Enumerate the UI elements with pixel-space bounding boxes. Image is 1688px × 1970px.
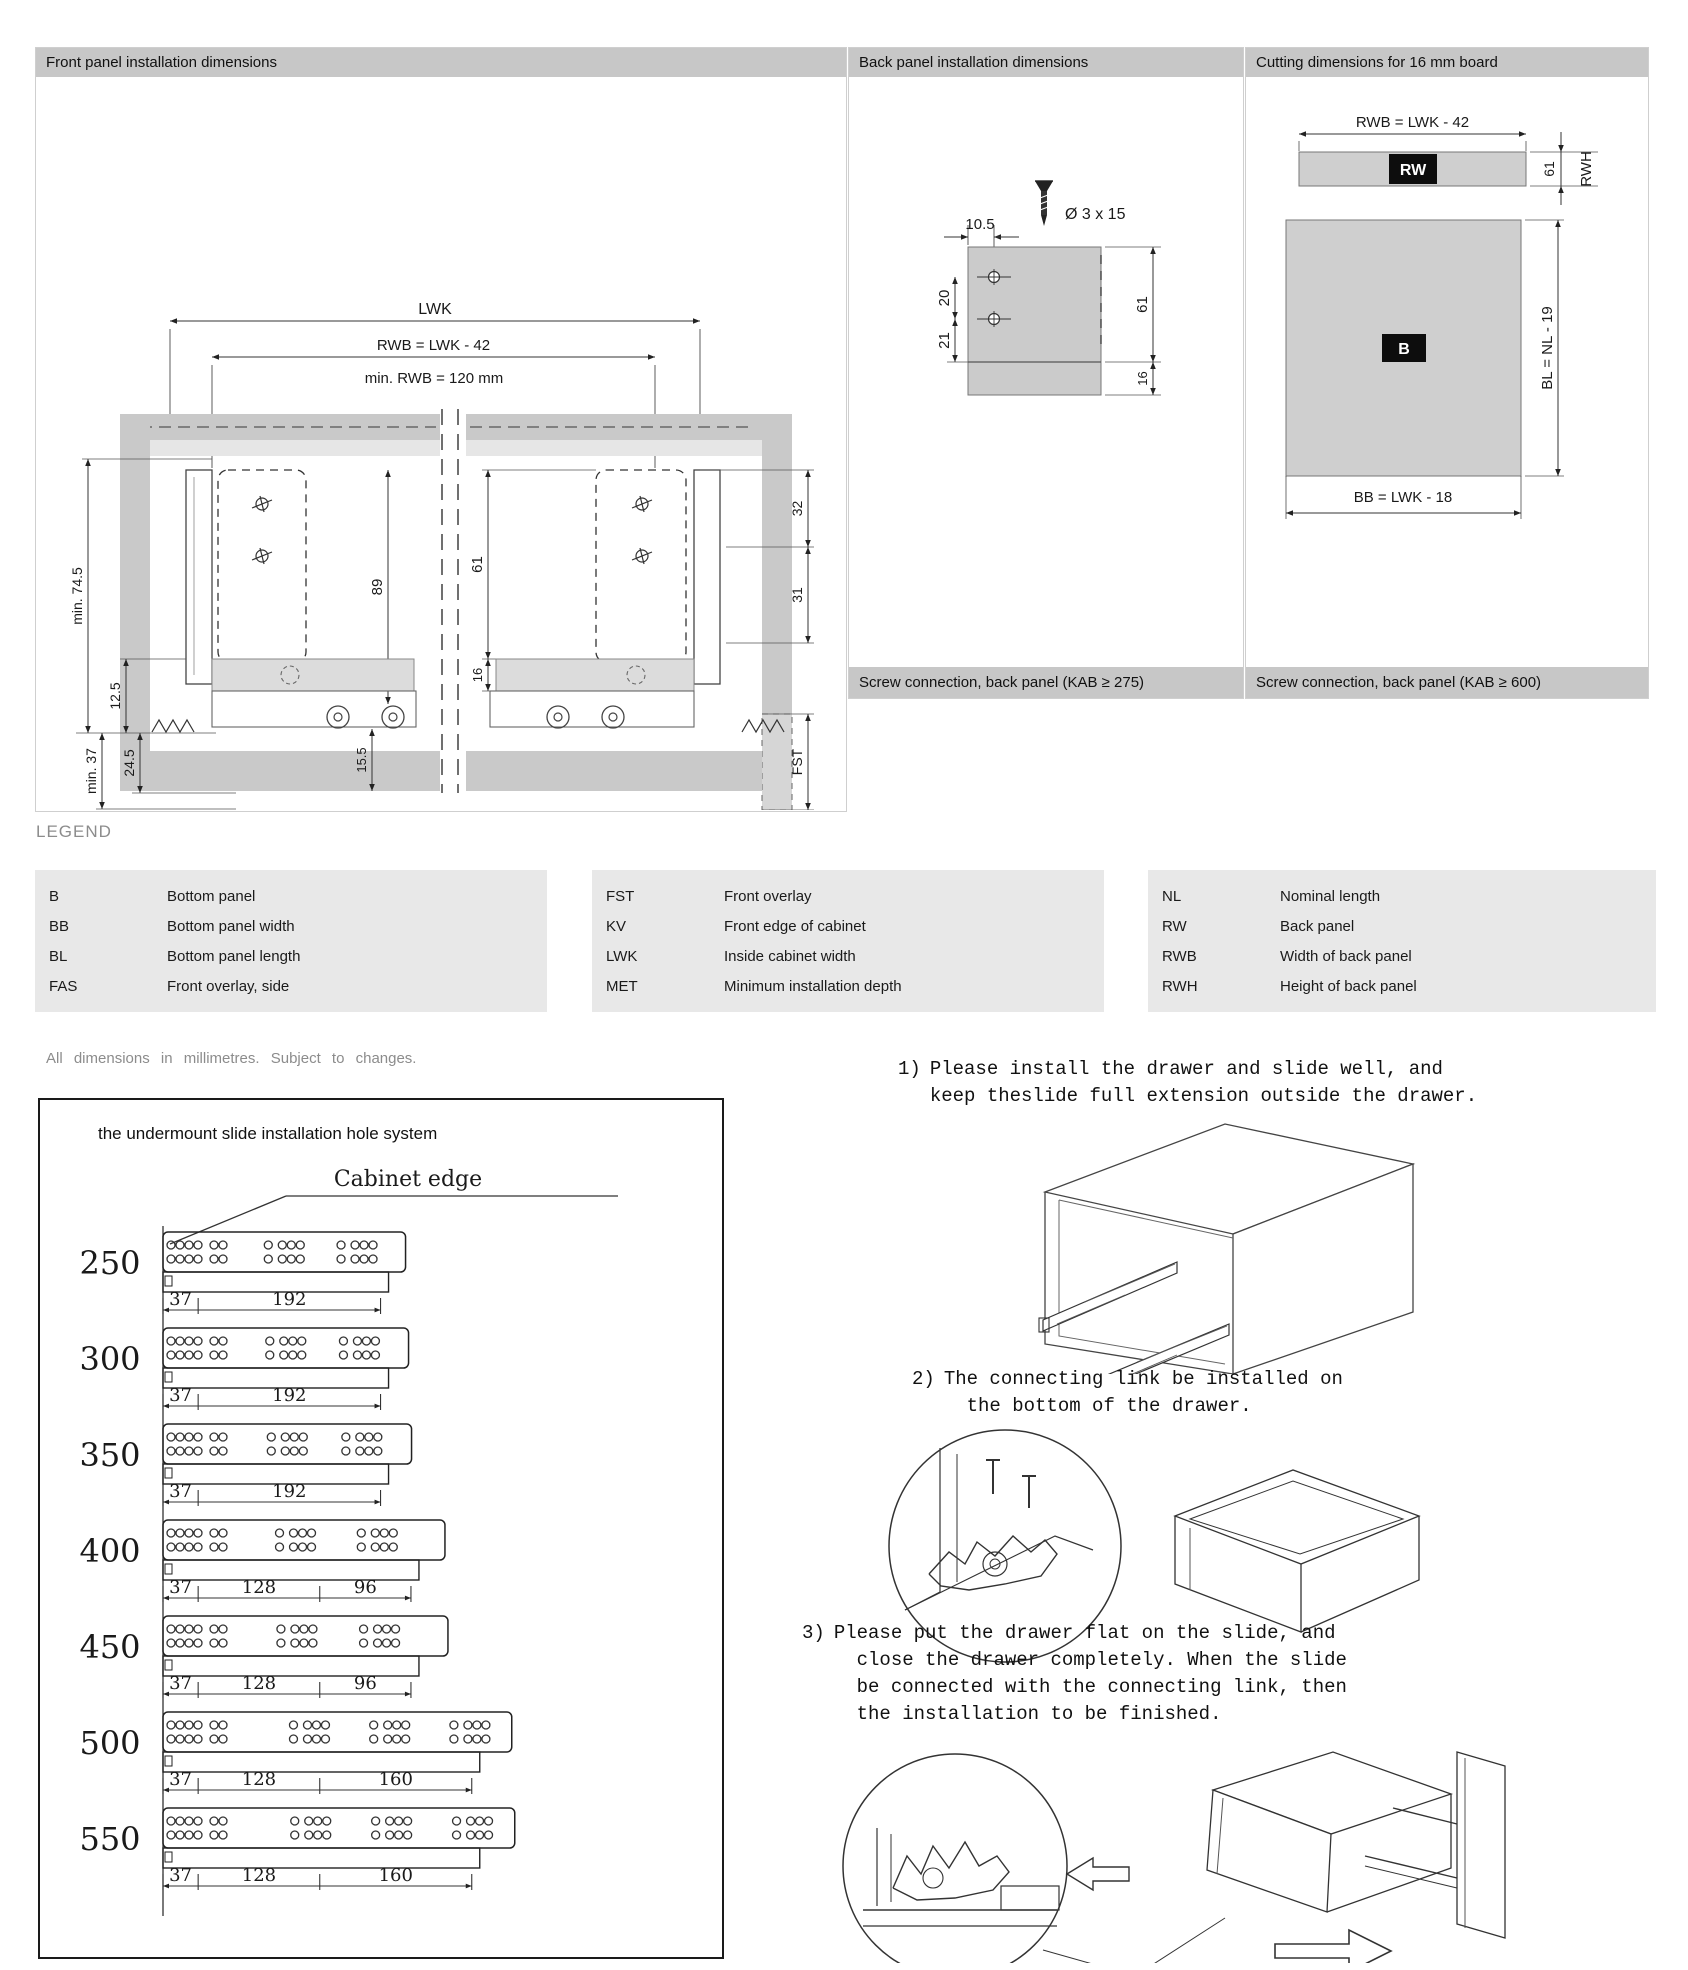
hole-system-title: the undermount slide installation hole system — [98, 1124, 438, 1143]
legend-abbr: BB — [49, 918, 70, 935]
dim-label: RWB = LWK - 42 — [376, 337, 491, 354]
legend-desc: Bottom panel — [167, 888, 256, 905]
dim-label: 89 — [369, 578, 386, 596]
step-1-illustration — [925, 1112, 1445, 1374]
legend-row — [35, 870, 547, 912]
dim-label: LWK — [418, 301, 452, 318]
step-3-illustration — [805, 1738, 1525, 1963]
row-label: 450 — [79, 1628, 141, 1666]
dim-label: RWH — [1578, 151, 1595, 187]
step-text: Please put the drawer flat on the slide, and close the drawer completely. When the slide be connected with the connecting link, then the installation to be finished. — [833, 1622, 1347, 1725]
front-panel-header: Front panel installation dimensions — [36, 48, 846, 77]
dim-label: 61 — [1541, 161, 1557, 177]
dim-label: 21 — [936, 332, 953, 349]
step-3 — [802, 1620, 1347, 1728]
row-label: 400 — [79, 1532, 141, 1570]
legend-abbr: RW — [1162, 918, 1187, 935]
dim-label: 61 — [1134, 296, 1151, 313]
dim-label: FST — [789, 748, 805, 776]
row-dim: 96 — [353, 1577, 377, 1598]
front-panel-drawing — [36, 77, 844, 810]
legend-row — [1148, 972, 1656, 1002]
step-number: 3) — [802, 1622, 825, 1644]
back-panel-header: Back panel installation dimensions — [849, 48, 1243, 77]
dim-label: 15.5 — [354, 747, 369, 773]
legend-desc: Back panel — [1280, 918, 1355, 935]
dimensions-note: All dimensions in millimetres. Subject to changes. — [46, 1050, 417, 1067]
legend-abbr: NL — [1162, 888, 1182, 905]
legend-desc: Bottom panel length — [167, 948, 301, 965]
dim-label: 16 — [470, 667, 485, 683]
legend-abbr: FAS — [49, 978, 78, 995]
legend-row — [35, 912, 547, 942]
row-dim: 128 — [241, 1673, 277, 1694]
legend-row — [592, 912, 1104, 942]
legend-desc: Front edge of cabinet — [724, 918, 866, 935]
row-dim: 37 — [169, 1865, 193, 1886]
row-dim: 37 — [169, 1481, 193, 1502]
hole-system-drawing — [48, 1156, 712, 1950]
row-dim: 128 — [241, 1577, 277, 1598]
legend-desc: Height of back panel — [1280, 978, 1417, 995]
legend-desc: Bottom panel width — [167, 918, 295, 935]
legend-abbr: LWK — [606, 948, 638, 965]
dim-label: BB = LWK - 18 — [1353, 489, 1453, 506]
legend-abbr: RWH — [1162, 978, 1198, 995]
row-dim: 37 — [169, 1289, 193, 1310]
step-text: Please install the drawer and slide well, and keep theslide full extension outside the drawer. — [929, 1058, 1478, 1107]
legend-desc: Inside cabinet width — [724, 948, 856, 965]
step-number: 1) — [898, 1058, 921, 1080]
legend-row — [1148, 870, 1656, 912]
back-panel-section — [848, 47, 1244, 699]
back-panel-footer: Screw connection, back panel (KAB ≥ 275) — [849, 667, 1243, 698]
dim-label: 61 — [469, 556, 486, 573]
row-dim: 192 — [272, 1481, 307, 1502]
legend-row — [35, 972, 547, 1002]
cutting-footer: Screw connection, back panel (KAB ≥ 600) — [1246, 667, 1648, 698]
step-text: The connecting link be installed on the bottom of the drawer. — [943, 1368, 1343, 1417]
row-dim: 128 — [241, 1865, 277, 1886]
dim-label: RWB = LWK - 42 — [1355, 114, 1470, 131]
row-label: 250 — [79, 1244, 141, 1282]
legend-row — [35, 942, 547, 972]
row-dim: 96 — [353, 1673, 377, 1694]
legend-column-1 — [35, 870, 547, 1012]
row-dim: 128 — [241, 1769, 277, 1790]
row-dim: 37 — [169, 1385, 193, 1406]
dim-label: BL = NL - 19 — [1539, 306, 1556, 390]
dim-label: 10.5 — [965, 216, 995, 233]
hole-system-box — [38, 1098, 724, 1959]
dim-label: min. 74.5 — [69, 567, 85, 625]
legend-desc: Front overlay, side — [167, 978, 290, 995]
dim-label: min. 37 — [83, 748, 99, 794]
legend-row — [1148, 942, 1656, 972]
dim-label: 24.5 — [121, 749, 137, 777]
row-dim: 37 — [169, 1673, 193, 1694]
dim-label: Ø 3 x 15 — [1065, 206, 1126, 223]
cabinet-edge-label: Cabinet edge — [333, 1167, 483, 1192]
legend-abbr: B — [49, 888, 60, 905]
legend-column-3 — [1148, 870, 1656, 1012]
legend-desc: Nominal length — [1280, 888, 1381, 905]
dim-label: 31 — [789, 587, 805, 603]
back-panel-drawing — [849, 77, 1241, 665]
legend-row — [1148, 912, 1656, 942]
step-number: 2) — [912, 1368, 935, 1390]
cutting-section — [1245, 47, 1649, 699]
cutting-drawing — [1246, 77, 1646, 665]
legend-abbr: BL — [49, 948, 68, 965]
dim-label: min. RWB = 120 mm — [364, 370, 504, 387]
legend-desc: Width of back panel — [1280, 948, 1412, 965]
row-dim: 192 — [272, 1289, 307, 1310]
row-dim: 37 — [169, 1577, 193, 1598]
legend-row — [592, 942, 1104, 972]
dim-label: 20 — [936, 289, 953, 307]
dim-label: 12.5 — [107, 682, 123, 710]
legend-abbr: MET — [606, 978, 638, 995]
legend-heading: LEGEND — [36, 822, 112, 841]
step-2 — [912, 1366, 1343, 1420]
legend-abbr: KV — [606, 918, 627, 935]
dim-label: 16 — [1135, 371, 1150, 386]
dim-label: RW — [1399, 162, 1427, 179]
row-dim: 160 — [378, 1769, 413, 1790]
row-label: 350 — [79, 1436, 141, 1474]
step-1 — [898, 1056, 1477, 1110]
legend-row — [592, 972, 1104, 1002]
legend-column-2 — [592, 870, 1104, 1012]
dim-label: 32 — [789, 500, 805, 517]
row-label: 300 — [79, 1340, 141, 1378]
legend-abbr: RWB — [1162, 948, 1197, 965]
front-panel-section — [35, 47, 847, 812]
row-dim: 37 — [169, 1769, 193, 1790]
row-label: 550 — [79, 1820, 141, 1858]
legend-row — [592, 870, 1104, 912]
cutting-header: Cutting dimensions for 16 mm board — [1246, 48, 1648, 77]
legend-abbr: FST — [606, 888, 635, 905]
row-dim: 192 — [272, 1385, 307, 1406]
legend-desc: Front overlay — [724, 888, 812, 905]
dim-label: B — [1398, 341, 1410, 358]
legend-desc: Minimum installation depth — [724, 978, 902, 995]
row-dim: 160 — [378, 1865, 413, 1886]
row-label: 500 — [79, 1724, 141, 1762]
